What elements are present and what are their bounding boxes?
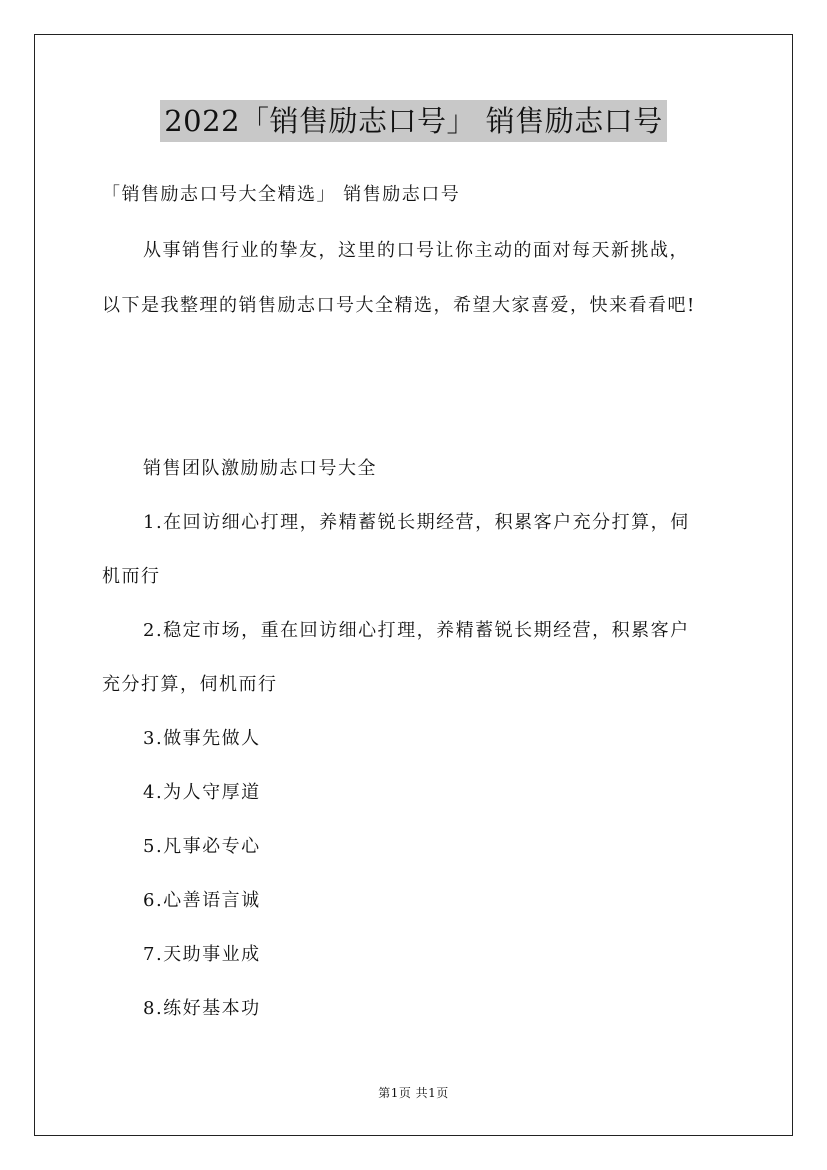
list-item-continuation: 机而行 (102, 566, 161, 587)
list-item: 6.心善语言诚 (143, 890, 261, 911)
document-subtitle: 「销售励志口号大全精选」 销售励志口号 (102, 184, 461, 205)
list-item: 2.稳定市场，重在回访细心打理，养精蓄锐长期经营，积累客户 (143, 620, 690, 641)
list-item: 4.为人守厚道 (143, 782, 261, 803)
title-container (0, 100, 827, 142)
list-item: 3.做事先做人 (143, 728, 261, 749)
list-item: 7.天助事业成 (143, 944, 261, 965)
list-item-continuation: 充分打算，伺机而行 (102, 674, 278, 695)
list-item: 8.练好基本功 (143, 998, 261, 1019)
list-item: 1.在回访细心打理，养精蓄锐长期经营，积累客户充分打算，伺 (143, 512, 690, 533)
document-title: 2022「销售励志口号」 销售励志口号 (160, 100, 667, 142)
section-heading: 销售团队激励励志口号大全 (143, 458, 377, 479)
list-item: 5.凡事必专心 (143, 836, 261, 857)
intro-paragraph-line-2: 以下是我整理的销售励志口号大全精选，希望大家喜爱，快来看看吧! (102, 295, 696, 316)
intro-paragraph-line-1: 从事销售行业的挚友，这里的口号让你主动的面对每天新挑战， (143, 240, 689, 261)
page-number-footer: 第1页 共1页 (378, 1086, 449, 1100)
